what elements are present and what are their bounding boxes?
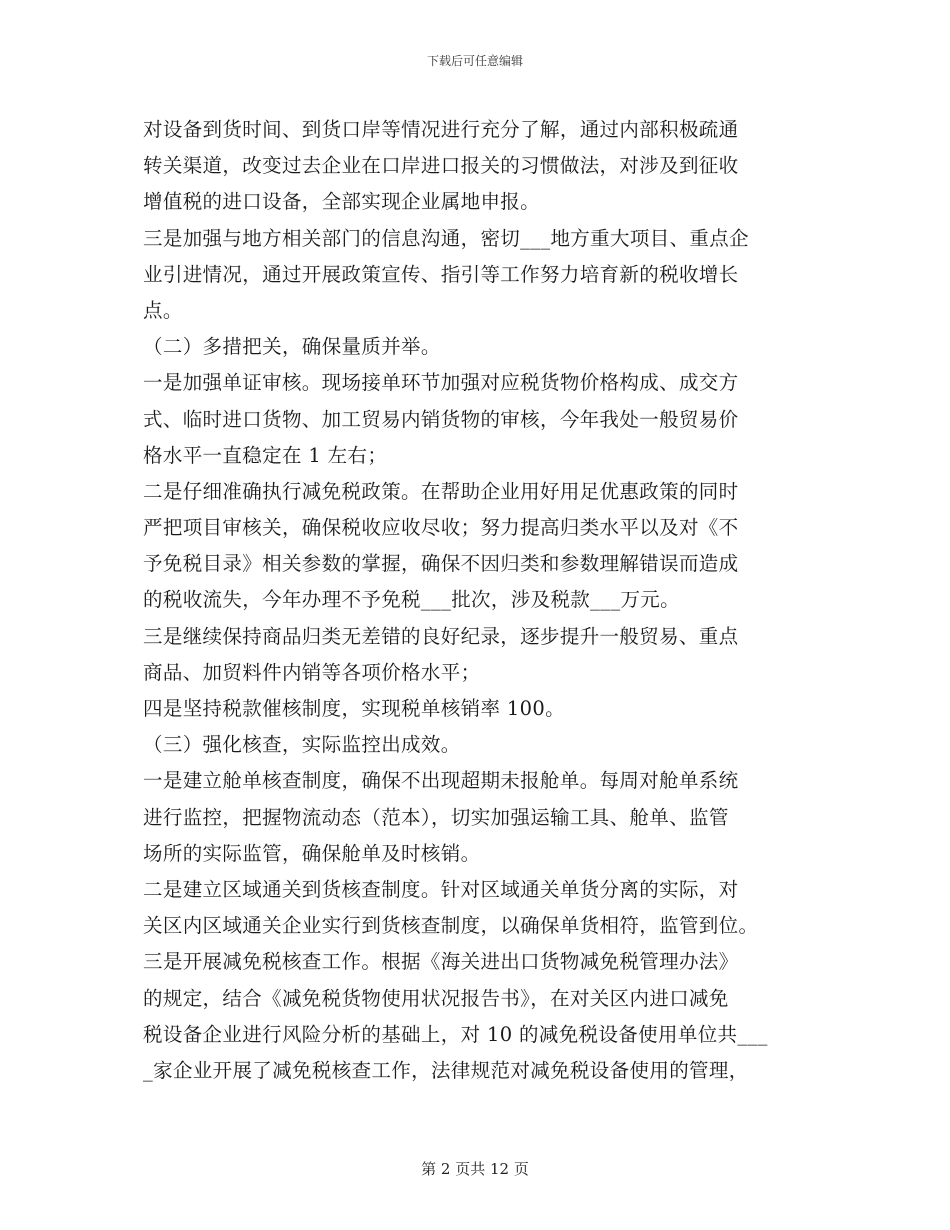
body-line: 商品、加贸料件内销等各项价格水平； — [143, 660, 481, 684]
body-line: 进行监控，把握物流动态（范本），切实加强运输工具、舱单、监管 — [143, 805, 729, 829]
body-line: 予免税目录》相关参数的掌握，确保不因归类和参数理解错误而造成 — [143, 552, 739, 576]
section-heading: （二）多措把关，确保量质并举。 — [143, 335, 441, 359]
body-line: 转关渠道，改变过去企业在口岸进口报关的习惯做法，对涉及到征收 — [143, 154, 739, 178]
page-number-footer: 第 2 页共 12 页 — [421, 1160, 529, 1178]
body-line: 增值税的进口设备，全部实现企业属地申报。 — [143, 190, 541, 214]
section-heading: （三）强化核查，实际监控出成效。 — [143, 733, 461, 757]
page-header: 下载后可任意编辑 — [426, 54, 523, 68]
body-line: 的规定，结合《减免税货物使用状况报告书》，在对关区内进口减免 — [143, 986, 729, 1010]
body-line: _家企业开展了减免税核查工作，法律规范对减免税设备使用的管理， — [143, 1058, 749, 1082]
body-line: 一是加强单证审核。现场接单环节加强对应税货物价格构成、成交方 — [143, 371, 739, 395]
body-line: 四是坚持税款催核制度，实现税单核销率 100。 — [143, 697, 565, 720]
body-line: 关区内区域通关企业实行到货核查制度，以确保单货相符，监管到位。 — [143, 914, 759, 938]
body-line: 式、临时进口货物、加工贸易内销货物的审核，今年我处一般贸易价 — [143, 407, 739, 431]
body-line: 业引进情况，通过开展政策宣传、指引等工作努力培育新的税收增长 — [143, 262, 739, 286]
body-line: 严把项目审核关，确保税收应收尽收；努力提高归类水平以及对《不 — [143, 516, 739, 540]
body-line: 的税收流失，今年办理不予免税___批次，涉及税款___万元。 — [143, 588, 681, 612]
body-line: 税设备企业进行风险分析的基础上，对 10 的减免税设备使用单位共___ — [143, 1022, 768, 1046]
body-line: 点。 — [143, 298, 183, 322]
body-line: 一是建立舱单核查制度，确保不出现超期未报舱单。每周对舱单系统 — [143, 769, 739, 793]
body-line: 场所的实际监管，确保舱单及时核销。 — [143, 841, 481, 865]
body-line: 格水平一直稳定在 1 左右； — [143, 443, 388, 467]
body-line: 二是建立区域通关到货核查制度。针对区域通关单货分离的实际，对 — [143, 877, 739, 901]
body-line: 二是仔细准确执行减免税政策。在帮助企业用好用足优惠政策的同时 — [143, 479, 739, 503]
body-line: 三是加强与地方相关部门的信息沟通，密切___地方重大项目、重点企 — [143, 226, 749, 250]
document-body — [143, 112, 803, 1089]
body-line: 对设备到货时间、到货口岸等情况进行充分了解，通过内部积极疏通 — [143, 118, 739, 141]
body-line: 三是开展减免税核查工作。根据《海关进出口货物减免税管理办法》 — [143, 950, 739, 974]
body-line: 三是继续保持商品归类无差错的良好纪录，逐步提升一般贸易、重点 — [143, 624, 739, 648]
